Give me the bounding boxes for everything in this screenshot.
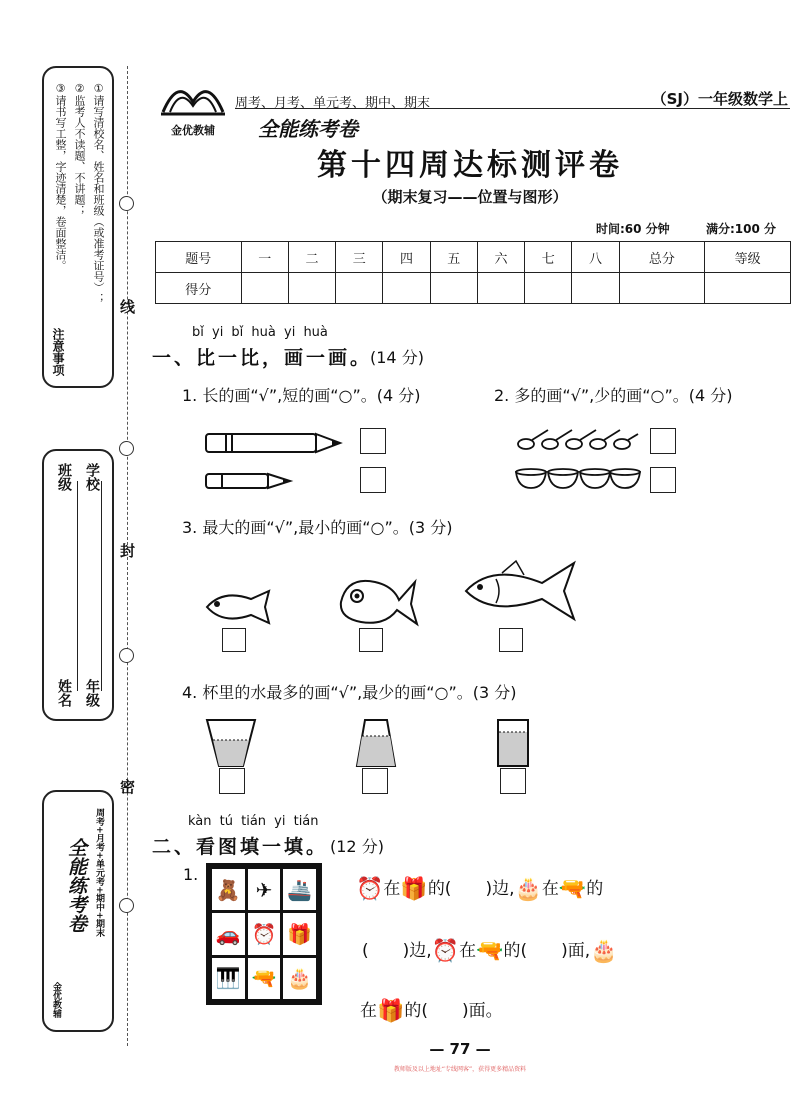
section1-title: 一、比一比，画一画。 (152, 347, 373, 369)
answer-box-small-fish[interactable] (222, 628, 246, 652)
section1-score: (14 分) (370, 348, 424, 367)
clock-icon: ⏰ (431, 938, 460, 964)
table-cell: 一 (241, 242, 288, 273)
answer-box-long-pencil[interactable] (360, 428, 386, 454)
binding-hole (119, 441, 134, 456)
full-score: 满分:100 分 (706, 222, 777, 236)
cake-icon: 🎂 (514, 876, 542, 902)
seal-char-secret: 密 (120, 778, 136, 796)
logo-book-icon (158, 72, 228, 118)
binding-hole (119, 648, 134, 663)
gift-icon: 🎁 (377, 998, 405, 1024)
score-input-cell[interactable] (619, 273, 705, 304)
field-school[interactable]: 学校 (84, 463, 100, 491)
clock-icon: ⏰ (356, 876, 384, 902)
fill-text: 在 (459, 941, 477, 961)
pistol-icon: 🔫 (558, 876, 587, 902)
fill-line-2 (362, 936, 618, 964)
table-cell: 四 (383, 242, 430, 273)
fill-line-1 (356, 874, 603, 902)
grid-ship-icon: 🚢 (283, 869, 316, 910)
gift-icon: 🎁 (400, 876, 428, 902)
cup-straight-icon (496, 718, 530, 768)
answer-box-bowls[interactable] (650, 467, 676, 493)
pencils-image (200, 428, 345, 498)
fill-blank[interactable]: 的( )边, (427, 879, 515, 899)
fill-line-3 (360, 996, 503, 1024)
fill-text: 的 (586, 879, 604, 899)
score-input-cell[interactable] (525, 273, 572, 304)
brand-vertical: 全能练考卷 (65, 838, 87, 933)
table-cell: 七 (525, 242, 572, 273)
score-input-cell[interactable] (572, 273, 619, 304)
big-fish-icon (462, 557, 580, 623)
long-pencil-icon (206, 434, 340, 452)
field-underline (77, 481, 78, 691)
table-cell: 二 (288, 242, 335, 273)
score-table (155, 241, 791, 304)
grid-clock-icon: ⏰ (248, 913, 281, 954)
question-3: 3. 最大的画“√”,最小的画“○”。(3 分) (182, 518, 453, 537)
series-text: 周考、月考、单元考、期中、期末 (235, 96, 431, 111)
cup-narrow-icon (355, 718, 397, 768)
answer-box-medium-fish[interactable] (359, 628, 383, 652)
logo (158, 72, 228, 137)
table-cell: 六 (477, 242, 524, 273)
section2-title: 二、看图填一填。 (152, 836, 329, 858)
brand-logo-text: 金优教辅 (51, 982, 61, 1018)
brand-small: 周考+月考+单元考+期中+期末 (94, 808, 104, 938)
answer-box-cup-narrow[interactable] (362, 768, 388, 794)
question-1: 1. 长的画“√”,短的画“○”。(4 分) (182, 386, 421, 405)
time-limit: 时间:60 分钟 (596, 222, 670, 236)
score-input-cell[interactable] (705, 273, 791, 304)
spoons-bowls-image (512, 424, 642, 496)
table-cell: 得分 (156, 273, 242, 304)
grid-gift-icon: 🎁 (283, 913, 316, 954)
grid-car-icon: 🚗 (212, 913, 245, 954)
fill-blank[interactable]: 的( )面。 (404, 1001, 503, 1021)
notes-title: 注意事项 (51, 328, 65, 376)
page-title: 第十四周达标测评卷 (317, 148, 623, 183)
brand-title: 全能练考卷 (258, 117, 358, 141)
fill-blank[interactable]: 的( )面, (503, 941, 591, 961)
table-cell: 总分 (619, 242, 705, 273)
score-input-cell[interactable] (477, 273, 524, 304)
section2-pinyin: kàn tú tián yi tián (188, 814, 319, 829)
small-fish-icon (203, 587, 275, 627)
note-3: ③请书写工整，字迹清楚，卷面整洁。 (54, 82, 67, 271)
medium-fish-icon (335, 568, 421, 630)
score-table-header-row (156, 242, 791, 273)
field-underline (101, 481, 102, 691)
grid-teddy-bear-icon: 🧸 (212, 869, 245, 910)
picture-grid (206, 863, 322, 1005)
score-input-cell[interactable] (288, 273, 335, 304)
brand-box (42, 790, 114, 1032)
fill-blank[interactable]: ( )边, (362, 941, 432, 961)
pistol-icon: 🔫 (476, 938, 504, 964)
student-info-box (42, 449, 114, 721)
section2-score: (12 分) (330, 837, 384, 856)
table-cell: 三 (336, 242, 383, 273)
table-cell: 八 (572, 242, 619, 273)
binding-hole (119, 898, 134, 913)
table-cell: 题号 (156, 242, 242, 273)
field-grade[interactable]: 年级 (84, 679, 100, 707)
answer-box-spoons[interactable] (650, 428, 676, 454)
grid-cake-icon: 🎂 (283, 958, 316, 999)
score-input-cell[interactable] (383, 273, 430, 304)
table-cell: 五 (430, 242, 477, 273)
answer-box-short-pencil[interactable] (360, 467, 386, 493)
cup-wide-icon (205, 718, 257, 768)
note-1: ①请写清校名、姓名和班级（或准考证号）； (92, 82, 105, 304)
spoons-icon (518, 430, 638, 449)
score-input-cell[interactable] (241, 273, 288, 304)
fill-text: 在 (383, 879, 401, 899)
question-4: 4. 杯里的水最多的画“√”,最少的画“○”。(3 分) (182, 683, 517, 702)
question-2: 2. 多的画“√”,少的画“○”。(4 分) (494, 386, 733, 405)
grid-pistol-icon: 🔫 (248, 958, 281, 999)
page-number: — 77 — (429, 1040, 491, 1058)
fill-text: 在 (360, 1001, 377, 1021)
answer-box-cup-wide[interactable] (219, 768, 245, 794)
score-input-cell[interactable] (336, 273, 383, 304)
edition: （SJ）一年级数学上 (651, 90, 788, 108)
grid-piano-icon: 🎹 (212, 958, 245, 999)
answer-box-cup-straight[interactable] (500, 768, 526, 794)
note-2: ②监考人不读题、不讲题； (73, 82, 86, 216)
notes-box (42, 66, 114, 388)
question-2-1-number: 1. (183, 865, 199, 884)
seal-char-seal: 封 (120, 542, 136, 560)
footer-tiny-text: 教师版及以上地址“专线网客”，获得更多精品资料 (393, 1066, 527, 1073)
page-subtitle: （期末复习——位置与图形） (372, 188, 568, 206)
section1-pinyin: bǐ yi bǐ huà yi huà (192, 325, 328, 340)
field-name[interactable]: 姓名 (56, 679, 72, 707)
grid-airplane-icon: ✈ (248, 869, 281, 910)
cake-icon: 🎂 (590, 938, 618, 964)
fill-text: 在 (541, 879, 559, 899)
seal-char-line: 线 (120, 298, 136, 316)
table-cell: 等级 (705, 242, 791, 273)
answer-box-big-fish[interactable] (499, 628, 523, 652)
logo-text: 金优教辅 (171, 124, 215, 137)
score-input-cell[interactable] (430, 273, 477, 304)
field-class[interactable]: 班级 (56, 463, 72, 491)
bowls-icon (516, 469, 640, 488)
score-table-row (156, 273, 791, 304)
short-pencil-icon (206, 474, 290, 488)
